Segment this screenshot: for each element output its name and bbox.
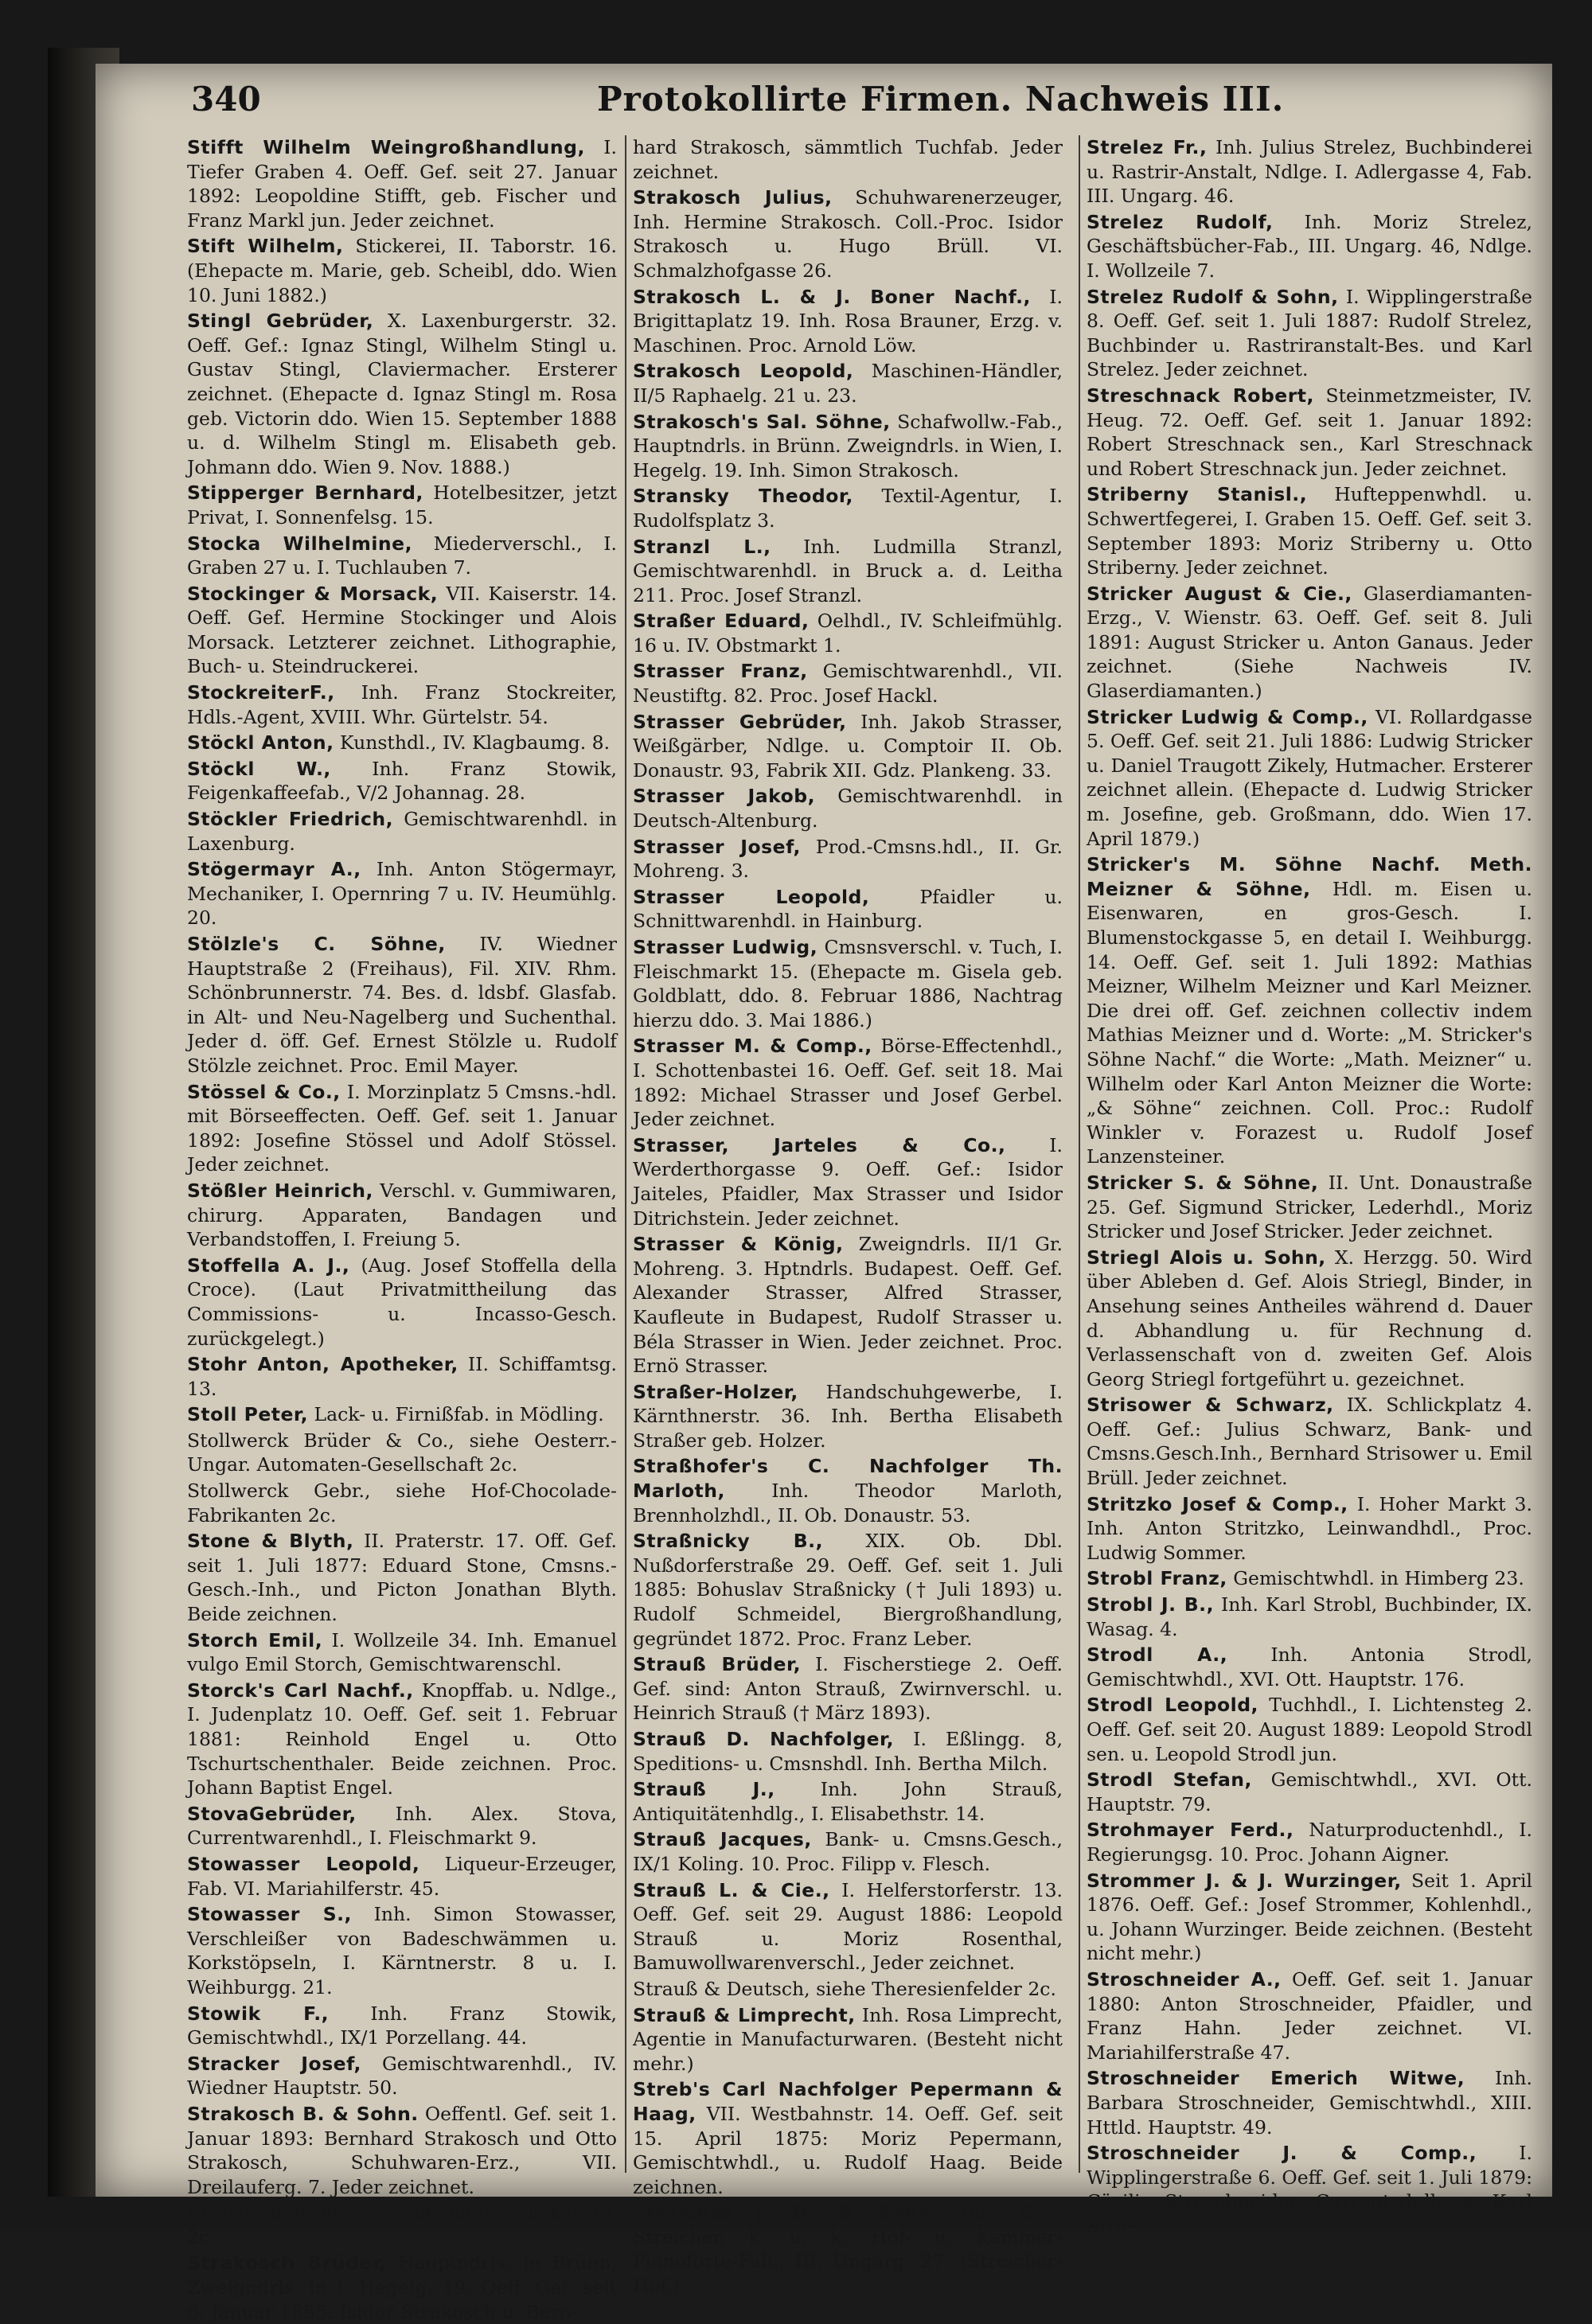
directory-entry (633, 484, 1063, 532)
directory-entry (633, 2201, 1063, 2298)
firm-name: Streb's Carl Nachfolger Pepermann & Haag, (633, 2078, 1063, 2125)
entry-text: IV. Wiedner Hauptstraße 2 (Freihaus), Fil. XIV. Rhm. Schönbrunnerstr. 74. Bes. d. ldsbf. Glasfab. in Alt- und Neu-Nagelberg und Suchenthal. Jeder d. öff. Gef. Ernest Stölzle u. Rudolf Stölzle zeichnet. Proc. Emil Mayer. (187, 933, 617, 1077)
directory-entry (187, 135, 617, 232)
firm-name: Stocka Wilhelmine, (187, 532, 412, 555)
directory-entry (187, 807, 617, 856)
directory-entry (1087, 1693, 1532, 1766)
directory-entry (187, 2052, 617, 2100)
firm-name: Striegl Alois u. Sohn, (1087, 1246, 1326, 1269)
directory-entry (633, 609, 1063, 657)
firm-name: Strasser Jakob, (633, 785, 816, 808)
entry-text: Inh. Theodor Marloth, Brennholzhdl., II. Ob. Donaustr. 53. (633, 1480, 1063, 1527)
firm-name: Stricker S. & Söhne, (1087, 1171, 1319, 1194)
firm-name: Stone & Blyth, (187, 1530, 354, 1553)
firm-name: Stroschneider A., (1087, 1967, 1282, 1991)
entry-text: Seit 1. April 1876. Oeff. Gef.: Josef Strommer, Kohlenhdl., u. Johann Wurzinger. Beide zeichnen. (Besteht nicht mehr.) (1087, 1869, 1532, 1965)
firm-name: Strauß & Limprecht, (633, 2003, 856, 2026)
directory-entry (633, 185, 1063, 283)
firm-name: Straßhofer's C. Nachfolger Th. Marloth, (633, 1455, 1063, 1503)
firm-name: Stipperger Bernhard, (187, 482, 423, 505)
directory-entry (1087, 1171, 1532, 1244)
entry-text: Miederverschl., I. Graben 27 u. I. Tuchlauben 7. (187, 532, 617, 579)
firm-name: Stricker Ludwig & Comp., (1087, 705, 1368, 728)
entry-text: Hufteppenwhdl. u. Schwertfegerei, I. Graben 15. Oeff. Gef. seit 3. September 1893: Moriz Striberny u. Otto Striberny. Jeder zeichnet. (1087, 483, 1532, 579)
entry-text: VII. Westbahnstr. 14. Oeff. Gef. seit 15. April 1875: Moriz Pepermann, Gemischtwhdl., u. Rudolf Haag. Beide zeichnen. (633, 2102, 1063, 2198)
firm-name: Strasser, Jarteles & Co., (633, 1133, 1006, 1156)
entry-text: IX. Schlickplatz 4. Oeff. Gef.: Julius Schwarz, Bank- und Cmsns.Gesch.Inh., Bernhard Strisower u. Emil Brüll. Jeder zeichnet. (1087, 1394, 1532, 1490)
entry-text: X. Laxenburgerstr. 32. Oeff. Gef.: Ignaz Stingl, Wilhelm Stingl u. Gustav Stingl, Claviermacher. Ersterer zeichnet. (Ehepacte d. Ignaz Stingl m. Rosa geb. Victorin ddo. Wien 15. September 1888 u. d. Wilhelm Stingl m. Elisabeth geb. Johmann ddo. Wien 9. Nov. 1888.) (187, 310, 617, 478)
entry-text: Lack- u. Firnißfab. in Mödling. (314, 1403, 604, 1426)
directory-entry (187, 1352, 617, 1401)
entry-text: I. Wipplingerstraße 6. Oeff. Gef. seit 1. Juli 1879: Cäcilia Stroschneider, Currentwhdl., u. Karl Stro- (1087, 2142, 1532, 2237)
page-number: 340 (191, 80, 261, 119)
firm-name: Stowasser S., (187, 1903, 352, 1926)
firm-name: Stowik F., (187, 2002, 330, 2025)
entry-text: Cmsnsverschl. v. Tuch, I. Fleischmarkt 15. (Ehepacte m. Gisela geb. Goldblatt, ddo. 8. Februar 1886, Nachtrag hierzu ddo. 3. Mai 1886.) (633, 936, 1063, 1031)
entry-text: Hdl. m. Eisen u. Eisenwaren, en gros-Gesch. I. Blumenstockgasse 5, en detail I. Weihburgg. 14. Oeff. Gef. seit 1. Juli 1892: Mathias Meizner, Wilhelm Meizner und Karl Meizner. Die drei off. Gef. zeichnen collectiv indem Mathias Meizner und d. Worte: „M. Stricker's Söhne Nachf.“ die Worte: „Math. Meizner“ u. Wilhelm oder Karl Anton Meizner die Worte: „& Söhne“ zeichnen. Coll. Proc.: Rudolf Winkler v. Forazest u. Rudolf Josef Lanzensteiner. (1087, 877, 1532, 1168)
entry-text: Oelhdl., IV. Schleifmühlg. 16 u. IV. Obstmarkt 1. (633, 610, 1063, 657)
firm-name: Strasser Josef, (633, 835, 801, 858)
directory-entry (187, 582, 617, 679)
entry-text: Hauptndrls. in Brünn, Zweigndrls. in I. Hegelg. 19. Oeff. Gef. seit 6. Januar 1855: Isidor Strakosch u. Bern- (187, 2252, 617, 2323)
entry-text: Inh. Julius Strelez, Buchbinderei u. Rastrir-Anstalt, Ndlge. I. Adlergasse 4, Fab. III. Ungarg. 46. (1087, 136, 1532, 208)
directory-entry (633, 1034, 1063, 1131)
firm-name: Stohr Anton, Apotheker, (187, 1353, 458, 1376)
firm-name: Streschnack Robert, (1087, 384, 1314, 407)
directory-entry (633, 659, 1063, 708)
entry-text: Inh. Karl Strobl, Buchbinder, IX. Wasag. 4. (1087, 1593, 1532, 1640)
directory-entry (1087, 210, 1532, 283)
directory-entry (633, 2077, 1063, 2199)
entry-text: Inh. Emil Streicher, k. u. k. Hof- u. Kammer-Pianoforte-Fab., III. Ungarg. 27. (Streicher-Hof.) (633, 2201, 1063, 2298)
entry-text: Strakosch Brüder, s. Hohenauer Zuckerfab. 2c. (187, 2201, 617, 2248)
entry-text: Schafwollw.-Fab., Hauptndrls. in Brünn. Zweigndrls. in Wien, I. Hegelg. 19. Inh. Simon Strakosch. (633, 410, 1063, 482)
firm-name: Straßer Eduard, (633, 610, 810, 633)
column-3 (1087, 135, 1532, 2237)
directory-entry (633, 410, 1063, 483)
entry-text: Gemischtwarenhdl., IV. Wiedner Hauptstr. 50. (187, 2052, 617, 2100)
entry-text: Inh. Simon Stowasser, Verschleißer von Badeschwämmen u. Korkstöpseln, I. Kärntnerstr. 8 u. I. Weihburgg. 21. (187, 1903, 617, 1998)
directory-entry (1087, 384, 1532, 481)
firm-name: Strasser Franz, (633, 660, 808, 683)
firm-name: Streicher J. B. & Sohn, (633, 2201, 939, 2225)
firm-name: Strauß Jacques, (633, 1828, 812, 1851)
entry-text: Oeffentl. Gef. seit 1. Januar 1893: Bernhard Strakosch und Otto Strakosch, Schuhwaren-Erz., VII. Dreilauferg. 7. Jeder zeichnet. (187, 2102, 617, 2198)
directory-entry (633, 1977, 1063, 2002)
entry-text: Börse-Effectenhdl., I. Schottenbastei 16. Oeff. Gef. seit 18. Mai 1892: Michael Strasser und Josef Gerbel. Jeder zeichnet. (633, 1035, 1063, 1131)
firm-name: Stoll Peter, (187, 1403, 308, 1426)
directory-entry (633, 784, 1063, 833)
firm-name: Strommer J. & J. Wurzinger, (1087, 1869, 1402, 1892)
directory-entry (187, 532, 617, 580)
column-2 (633, 135, 1063, 2298)
directory-entry (633, 935, 1063, 1032)
entry-text: VII. Kaiserstr. 14. Oeff. Gef. Hermine Stockinger und Alois Morsack. Letzterer zeichnet. Lithographie, Buch- u. Steindruckerei. (187, 582, 617, 678)
firm-name: Strakosch Julius, (633, 186, 833, 209)
directory-entry (187, 1429, 617, 1477)
directory-entry (187, 309, 617, 479)
directory-entry (187, 1852, 617, 1901)
directory-entry (1087, 2141, 1532, 2238)
directory-entry (1087, 1593, 1532, 1641)
firm-name: Stingl Gebrüder, (187, 310, 374, 333)
firm-name: Stockinger & Morsack, (187, 582, 439, 605)
page-header (191, 80, 1528, 127)
column-divider (625, 135, 626, 2173)
directory-entry (1087, 1643, 1532, 1691)
entry-text: Knopffab. u. Ndlge., I. Judenplatz 10. Oeff. Gef. seit 1. Februar 1881: Reinhold Engel u. Otto Tschurtschenthaler. Beide zeichnen. Proc. Johann Baptist Engel. (187, 1679, 617, 1800)
directory-entry (187, 1080, 617, 1177)
entry-text: Inh. Moriz Strelez, Geschäftsbücher-Fab., III. Ungarg. 46, Ndlge. I. Wollzeile 7. (1087, 210, 1532, 282)
entry-text: I. Tiefer Graben 4. Oeff. Gef. seit 27. Januar 1892: Leopoldine Stifft, geb. Fischer und Franz Markl jun. Jeder zeichnet. (187, 136, 617, 232)
directory-entry (633, 1454, 1063, 1527)
entry-text: Hotelbesitzer, jetzt Privat, I. Sonnenfelsg. 15. (187, 482, 617, 528)
firm-name: Stricker August & Cie., (1087, 582, 1352, 605)
firm-name: Stracker Josef, (187, 2052, 361, 2075)
firm-name: Strakosch's Sal. Söhne, (633, 410, 891, 433)
entry-text: Inh. Franz Stowik, Gemischtwhdl., IX/1 Porzellang. 44. (187, 2002, 617, 2049)
firm-name: Stritzko Josef & Comp., (1087, 1492, 1348, 1515)
directory-entry (187, 1254, 617, 1351)
directory-entry (633, 2003, 1063, 2076)
firm-name: Strakosch Leopold, (633, 360, 854, 383)
directory-entry (1087, 285, 1532, 382)
entry-text: I. Morzinplatz 5 Cmsns.-hdl. mit Börseeffecten. Oeff. Gef. seit 1. Januar 1892: Josefine Stössel und Adolf Stössel. Jeder zeichnet. (187, 1080, 617, 1176)
firm-name: Strodl A., (1087, 1644, 1228, 1667)
firm-name: Stift Wilhelm, (187, 235, 344, 258)
firm-name: Strasser M. & Comp., (633, 1035, 872, 1058)
entry-text: Schuhwarenerzeuger, Inh. Hermine Strakosch. Coll.-Proc. Isidor Strakosch u. Hugo Brüll. VI. Schmalzhofgasse 26. (633, 186, 1063, 282)
directory-entry (187, 680, 617, 729)
firm-name: Strohmayer Ferd., (1087, 1819, 1294, 1842)
directory-entry (187, 2002, 617, 2050)
directory-entry (187, 1802, 617, 1850)
firm-name: Strisower & Schwarz, (1087, 1394, 1334, 1417)
directory-entry (1087, 1768, 1532, 1816)
entry-text: I. Eßlingg. 8, Speditions- u. Cmsnshdl. Inh. Bertha Milch. (633, 1728, 1063, 1775)
entry-text: I. Brigittaplatz 19. Inh. Rosa Brauner, Erzg. v. Maschinen. Proc. Arnold Löw. (633, 285, 1063, 357)
entry-text: Gemischtwhdl. in Himberg 23. (1233, 1567, 1524, 1590)
directory-entry (187, 234, 617, 307)
directory-entry (1087, 1967, 1532, 2065)
firm-name: Storck's Carl Nachf., (187, 1679, 414, 1702)
firm-name: Stössel & Co., (187, 1080, 341, 1103)
entry-text: Zweigndrls. II/1 Gr. Mohreng. 3. Hptndrls. Budapest. Oeff. Gef. Alexander Strasser, Alfred Strasser, Kaufleute in Budapest, Rudolf Strasser u. Béla Strasser in Wien. Jeder zeichnet. Proc. Ernö Strasser. (633, 1233, 1063, 1378)
entry-text: Handschuhgewerbe, I. Kärnthnerstr. 36. Inh. Bertha Elisabeth Straßer geb. Holzer. (633, 1380, 1063, 1452)
directory-entry (187, 2251, 617, 2324)
entry-text: Pfaidler u. Schnittwarenhdl. in Hainburg. (633, 885, 1063, 933)
directory-entry (1087, 1246, 1532, 1392)
entry-text: Gemischtwarenhdl. in Deutsch-Altenburg. (633, 785, 1063, 833)
entry-text: VI. Rollardgasse 5. Oeff. Gef. seit 21. Juli 1886: Ludwig Stricker u. Daniel Traugott Zikely, Hutmacher. Ersterer zeichnet allein. (Ehepacte d. Ludwig Stricker m. Josefine, geb. Großmann, ddo. Wien 17. April 1879.) (1087, 705, 1532, 850)
directory-entry (1087, 2066, 1532, 2139)
directory-entry (633, 1133, 1063, 1230)
firm-name: Stöckler Friedrich, (187, 808, 394, 831)
directory-entry (1087, 1393, 1532, 1490)
directory-entry (633, 885, 1063, 934)
entry-text: Gemischtwarenhdl., VII. Neustiftg. 82. Proc. Josef Hackl. (633, 660, 1063, 708)
entry-text: Glaserdiamanten-Erzg., V. Wienstr. 63. Oeff. Gef. seit 8. Juli 1891: August Stricker u. Anton Ganaus. Jeder zeichnet. (Siehe Nachweis IV. Glaserdiamanten.) (1087, 582, 1532, 703)
firm-name: Strauß Brüder, (633, 1653, 802, 1676)
directory-entry (633, 1827, 1063, 1876)
entry-text: II. Schiffamtsg. 13. (187, 1353, 617, 1400)
firm-name: Strelez Rudolf & Sohn, (1087, 285, 1339, 308)
directory-entry (1087, 582, 1532, 704)
firm-name: Strauß J., (633, 1778, 775, 1801)
directory-entry (633, 285, 1063, 358)
entry-text: Inh. Anton Stögermayr, Mechaniker, I. Opernring 7 u. IV. Heumühlg. 20. (187, 858, 617, 930)
directory-entry (187, 731, 617, 755)
firm-name: Stoffella A. J., (187, 1254, 350, 1277)
entry-text: II. Praterstr. 17. Off. Gef. seit 1. Juli 1877: Eduard Stone, Cmsns.-Gesch.-Inh., und Picton Jonathan Blyth. Beide zeichnen. (187, 1530, 617, 1626)
entry-text: Oeff. Gef. seit 1. Januar 1880: Anton Stroschneider, Pfaidler, und Franz Hahn. Jeder zeichnet. VI. Mariahilferstraße 47. (1087, 1967, 1532, 2064)
firm-name: Strasser Gebrüder, (633, 710, 847, 733)
firm-name: Stöckl Anton, (187, 731, 334, 755)
firm-name: Strakosch L. & J. Boner Nachf., (633, 285, 1031, 308)
directory-entry (1087, 1492, 1532, 1566)
entry-text: Inh. Jakob Strasser, Weißgärber, Ndlge. u. Comptoir II. Ob. Donaustr. 93, Fabrik XII. Gdz. Plankeng. 33. (633, 710, 1063, 782)
entry-text: hard Strakosch, sämmtlich Tuchfab. Jeder zeichnet. (633, 136, 1063, 183)
firm-name: Strasser & König, (633, 1233, 844, 1256)
entry-text: Naturproductenhdl., I. Regierungsg. 10. Proc. Johann Aigner. (1087, 1819, 1532, 1866)
directory-entry (187, 857, 617, 930)
entry-text: I. Wollzeile 34. Inh. Emanuel vulgo Emil Storch, Gemischtwarenschl. (187, 1628, 617, 1676)
entry-text: Strauß & Deutsch, siehe Theresienfelder 2c. (633, 1977, 1056, 2000)
directory-entry (1087, 705, 1532, 852)
firm-name: Storch Emil, (187, 1628, 323, 1651)
entry-text: Verschl. v. Gummiwaren, chirurg. Apparaten, Bandagen und Verbandstoffen, I. Freiung 5. (187, 1179, 617, 1251)
directory-entry (633, 710, 1063, 783)
directory-entry (633, 1529, 1063, 1651)
firm-name: Strakosch B. & Sohn. (187, 2102, 419, 2125)
entry-text: Inh. Alex. Stova, Currentwarenhdl., I. Fleischmarkt 9. (187, 1802, 617, 1850)
directory-entry (1087, 1818, 1532, 1866)
entry-text: Bank- u. Cmsns.Gesch., IX/1 Koling. 10. Proc. Filipp v. Flesch. (633, 1828, 1063, 1875)
directory-entry (633, 1777, 1063, 1826)
directory-entry (187, 932, 617, 1078)
entry-text: Inh. Franz Stockreiter, Hdls.-Agent, XVIII. Whr. Gürtelstr. 54. (187, 681, 617, 728)
entry-text: Prod.-Cmsns.hdl., II. Gr. Mohreng. 3. (633, 835, 1063, 883)
directory-entry (1087, 852, 1532, 1169)
directory-entry (1087, 482, 1532, 579)
entry-text: Inh. John Strauß, Antiquitätenhdlg., I. Elisabethstr. 14. (633, 1778, 1063, 1825)
directory-entry (1087, 135, 1532, 209)
firm-name: Strasser Leopold, (633, 885, 870, 908)
directory-entry (187, 1179, 617, 1252)
directory-entry (187, 1402, 617, 1427)
firm-name: Stranzl L., (633, 535, 771, 558)
directory-entry (633, 1652, 1063, 1725)
entry-text: I. Hoher Markt 3. Inh. Anton Stritzko, Leinwandhdl., Proc. Ludwig Sommer. (1087, 1492, 1532, 1564)
directory-entry (633, 135, 1063, 184)
firm-name: Strauß L. & Cie., (633, 1878, 830, 1901)
entry-text: Inh. Barbara Stroschneider, Gemischtwhdl., XIII. Httld. Hauptstr. 49. (1087, 2067, 1532, 2139)
firm-name: Strobl Franz, (1087, 1567, 1227, 1590)
firm-name: Strakosch Brüder, (187, 2252, 387, 2275)
entry-text: Stollwerck Brüder & Co., siehe Oesterr.-Ungar. Automaten-Gesellschaft 2c. (187, 1429, 617, 1476)
directory-entry (633, 359, 1063, 407)
firm-name: Strelez Fr., (1087, 136, 1208, 158)
entry-text: X. Herzgg. 50. Wird über Ableben d. Gef. Alois Striegl, Binder, in Ansehung seines Antheiles während d. Dauer d. Abhandlung u. für Rechnung d. Verlassenschaft von d. zweiten Gef. Alois Georg Striegl fortgeführt u. gezeichnet. (1087, 1246, 1532, 1390)
directory-entry (187, 1902, 617, 1999)
entry-text: I. Fischerstiege 2. Oeff. Gef. sind: Anton Strauß, Zwirnverschl. u. Heinrich Strauß († März 1893). (633, 1653, 1063, 1725)
entry-text: XIX. Ob. Dbl. Nußdorferstraße 29. Oeff. Gef. seit 1. Juli 1885: Bohuslav Straßnicky († Juli 1893) u. Rudolf Schmeidel, Biergroßhandlung, gegründet 1872. Proc. Franz Leber. (633, 1530, 1063, 1650)
entry-text: I. Helferstorferstr. 13. Oeff. Gef. seit 29. August 1886: Leopold Strauß u. Moriz Rosenthal, Bamuwollwarenverschl., Jeder zeichnet. (633, 1878, 1063, 1975)
entry-text: Inh. Rosa Limprecht, Agentie in Manufacturwaren. (Besteht nicht mehr.) (633, 2003, 1063, 2075)
entry-text: I. Werderthorgasse 9. Oeff. Gef.: Isidor Jaiteles, Pfaidler, Max Strasser und Isidor Ditrichstein. Jeder zeichnet. (633, 1133, 1063, 1230)
entry-text: I. Wipplingerstraße 8. Oeff. Gef. seit 1. Juli 1887: Rudolf Strelez, Buchbinder u. Rastriranstalt-Bes. und Karl Strelez. Jeder zeichnet. (1087, 285, 1532, 381)
firm-name: Strasser Ludwig, (633, 936, 818, 958)
column-1 (187, 135, 618, 2323)
directory-entry (187, 1679, 617, 1800)
firm-name: Stroschneider J. & Comp., (1087, 2142, 1477, 2165)
entry-text: Gemischtwhdl., XVI. Ott. Hauptstr. 79. (1087, 1768, 1532, 1815)
entry-text: Inh. Franz Stowik, Feigenkaffeefab., V/2 Johannag. 28. (187, 757, 617, 805)
entry-text: (Aug. Josef Stoffella della Croce). (Laut Privatmittheilung das Commissions- u. Incasso-Gesch. zurückgelegt.) (187, 1254, 618, 1350)
entry-text: Tuchhdl., I. Lichtensteg 2. Oeff. Gef. seit 20. August 1889: Leopold Strodl sen. u. Leopold Strodl jun. (1087, 1694, 1532, 1765)
entry-text: Steinmetzmeister, IV. Heug. 72. Oeff. Gef. seit 1. Januar 1892: Robert Streschnack sen., Karl Streschnack und Robert Streschnack jun. Jeder zeichnet. (1087, 384, 1532, 480)
entry-text: Gemischtwarenhdl. in Laxenburg. (187, 808, 617, 855)
firm-name: StovaGebrüder, (187, 1802, 357, 1825)
firm-name: Stölzle's C. Söhne, (187, 933, 446, 955)
directory-entry (633, 535, 1063, 608)
entry-text: Textil-Agentur, I. Rudolfsplatz 3. (633, 485, 1063, 532)
firm-name: Straßer-Holzer, (633, 1380, 798, 1403)
directory-entry (633, 1727, 1063, 1776)
entry-text: Liqueur-Erzeuger, Fab. VI. Mariahilferstr. 45. (187, 1852, 617, 1900)
directory-entry (187, 1479, 617, 1527)
directory-entry (187, 2201, 617, 2249)
firm-name: Stricker's M. Söhne Nachf. Meth. Meizner & Söhne, (1087, 853, 1532, 900)
directory-entry (1087, 1566, 1532, 1591)
directory-entry (1087, 1869, 1532, 1966)
directory-entry (633, 1380, 1063, 1453)
directory-entry (633, 1878, 1063, 1975)
directory-entry (187, 1529, 617, 1626)
firm-name: Striberny Stanisl., (1087, 483, 1308, 506)
page-title: Protokollirte Firmen. Nachweis III. (597, 80, 1285, 119)
directory-entry (187, 481, 617, 529)
directory-entry (633, 1232, 1063, 1378)
entry-text: Stickerei, II. Taborstr. 16. (Ehepacte m. Marie, geb. Scheibl, ddo. Wien 10. Juni 1882.) (187, 235, 617, 306)
entry-text: Kunsthdl., IV. Klagbaumg. 8. (340, 731, 611, 755)
entry-text: Stollwerck Gebr., siehe Hof-Chocolade-Fabrikanten 2c. (187, 1480, 617, 1527)
firm-name: Stögermayr A., (187, 858, 361, 881)
firm-name: Strodl Stefan, (1087, 1768, 1252, 1792)
entry-text: Maschinen-Händler, II/5 Raphaelg. 21 u. 23. (633, 360, 1063, 407)
firm-name: Straßnicky B., (633, 1530, 824, 1553)
directory-entry (187, 2102, 617, 2199)
firm-name: Stöckl W., (187, 757, 331, 780)
firm-name: Strelez Rudolf, (1087, 210, 1274, 233)
firm-name: Stowasser Leopold, (187, 1852, 420, 1875)
entry-text: II. Unt. Donaustraße 25. Gef. Sigmund Stricker, Lederhdl., Moriz Stricker und Josef Stricker. Jeder zeichnet. (1087, 1171, 1532, 1243)
firm-name: StockreiterF., (187, 681, 335, 704)
directory-entry (187, 757, 617, 805)
entry-text: Inh. Ludmilla Stranzl, Gemischtwarenhdl. in Bruck a. d. Leitha 211. Proc. Josef Stranzl. (633, 535, 1063, 606)
column-divider (1079, 135, 1080, 2173)
firm-name: Stroschneider Emerich Witwe, (1087, 2067, 1465, 2090)
firm-name: Strodl Leopold, (1087, 1694, 1258, 1717)
firm-name: Stransky Theodor, (633, 485, 853, 508)
directory-entry (187, 1628, 617, 1677)
directory-entry (633, 835, 1063, 883)
firm-name: Strauß D. Nachfolger, (633, 1728, 895, 1750)
firm-name: Stößler Heinrich, (187, 1179, 373, 1202)
entry-text: Inh. Antonia Strodl, Gemischtwhdl., XVI. Ott. Hauptstr. 176. (1087, 1644, 1532, 1690)
firm-name: Stifft Wilhelm Weingroßhandlung, (187, 136, 585, 158)
firm-name: Strobl J. B., (1087, 1593, 1215, 1616)
